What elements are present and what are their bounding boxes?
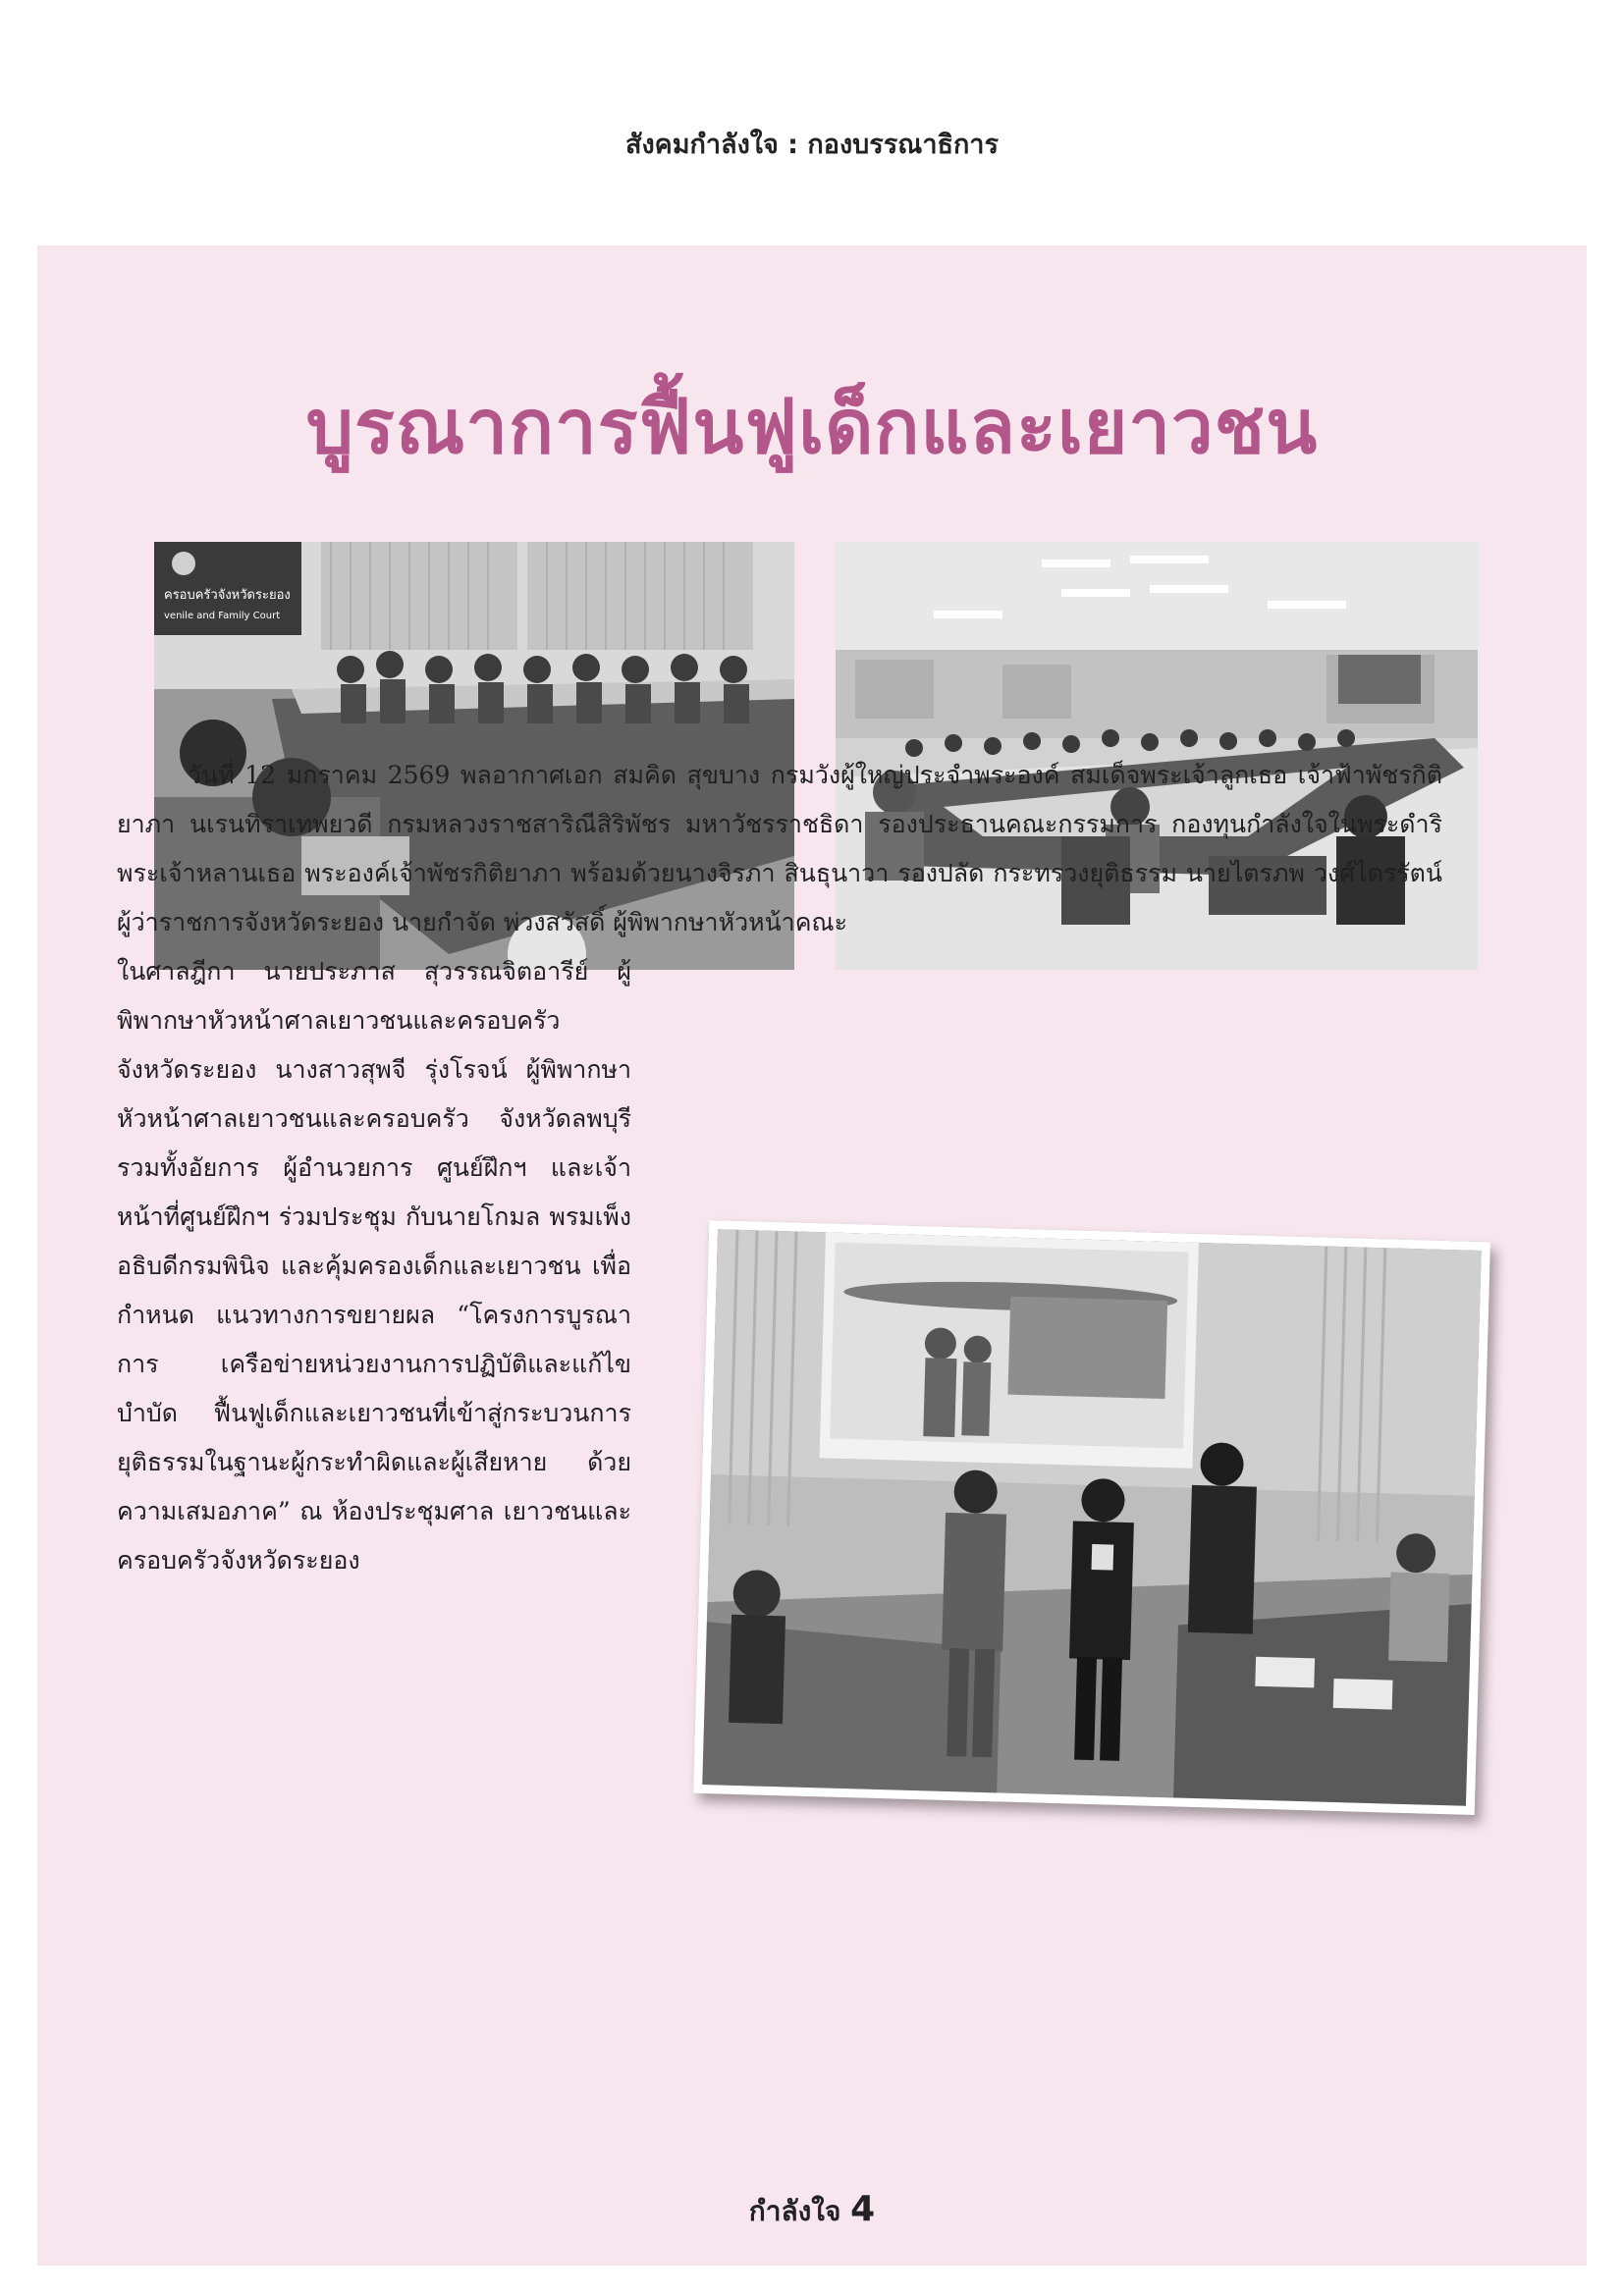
presentation-photo [693,1220,1490,1815]
article-title: บูรณาการฟื้นฟูเด็กและเยาวชน [305,383,1319,470]
court-sign-subtext: venile and Family Court [164,611,281,621]
section-header: สังคมกำลังใจ : กองบรรณาธิการ [625,130,999,160]
article-paragraph-column: ในศาลฎีกา นายประภาส สุวรรณจิตอารีย์ ผู้พิพากษาหัวหน้าศาลเยาวชนและครอบครัว จังหวัดระยอง นางสาวสุพจี รุ่งโรจน์ ผู้พิพากษาหัวหน้าศาลเยาวชนและครอบครัว จังหวัดลพบุรี รวมทั้งอัยการ ผู้อำนวยการ ศูนย์ฝึกฯ และเจ้าหน้าที่ศูนย์ฝึกฯ ร่วมประชุม กับนายโกมล พรมเพ็ง อธิบดีกรมพินิจ และคุ้มครองเด็กและเยาวชน เพื่อกำหนด แนวทางการขยายผล “โครงการบูรณาการ เครือข่ายหน่วยงานการปฏิบัติและแก้ไขบำบัด ฟื้นฟูเด็กและเยาวชนที่เข้าสู่กระบวนการ ยุติธรรมในฐานะผู้กระทำผิดและผู้เสียหาย ด้วยความเสมอภาค” ณ ห้องประชุมศาล เยาวชนและครอบครัวจังหวัดระยอง [117,957,631,1575]
page-number: 4 [850,2189,876,2229]
court-sign-text: ครอบครัวจังหวัดระยอง [164,588,291,603]
footer-label: กำลังใจ [748,2195,841,2227]
article-paragraph-full: วันที่ 12 มกราคม 2569 พลอากาศเอก สมคิด สุขบาง กรมวังผู้ใหญ่ประจำพระองค์ สมเด็จพระเจ้าลูกเธอ เจ้าฟ้าพัชรกิติยาภา นเรนทิราเทพยวดี กรมหลวงราชสาริณีสิริพัชร มหาวัชรราชธิดา รองประธานคณะกรรมการ กองทุนกำลังใจในพระดำริพระเจ้าหลานเธอ พระองค์เจ้าพัชรกิติยาภา พร้อมด้วยนางจิรภา สินธุนาวา รองปลัด กระทรวงยุติธรรม นายไตรภพ วงศ์ไตรรัตน์ ผู้ว่าราชการจังหวัดระยอง นายกำจัด พ่วงสวัสดิ์ ผู้พิพากษาหัวหน้าคณะ [117,761,1442,936]
